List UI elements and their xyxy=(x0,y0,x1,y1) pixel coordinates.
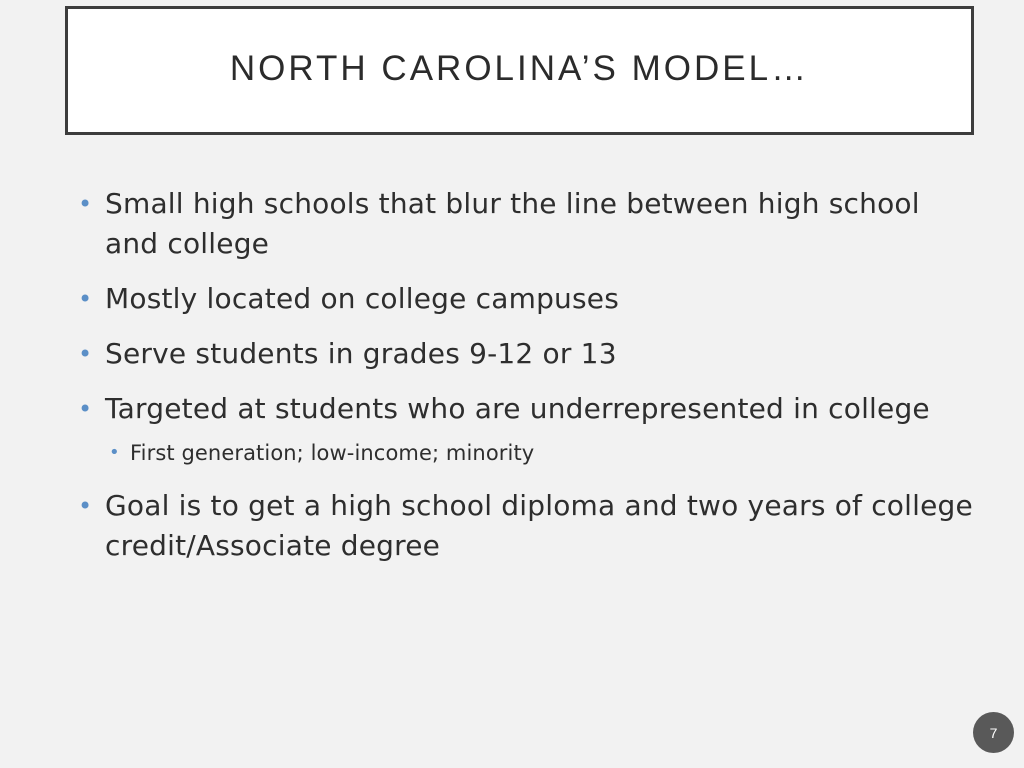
slide-content xyxy=(78,184,978,581)
bullet-item: • Small high schools that blur the line between high school and college xyxy=(78,184,978,264)
bullet-item: • Serve students in grades 9-12 or 13 xyxy=(78,334,978,374)
sub-bullet-item: • First generation; low-income; minority xyxy=(78,438,978,468)
bullet-item: • Mostly located on college campuses xyxy=(78,279,978,319)
bullet-item: • Targeted at students who are underrepresented in college xyxy=(78,389,978,429)
slide-title: NORTH CAROLINA’S MODEL… xyxy=(229,48,810,88)
slide-title-box xyxy=(65,6,974,135)
bullet-item: • Goal is to get a high school diploma and two years of college credit/Associate degree xyxy=(78,486,978,566)
page-number-badge: 7 xyxy=(973,712,1014,753)
